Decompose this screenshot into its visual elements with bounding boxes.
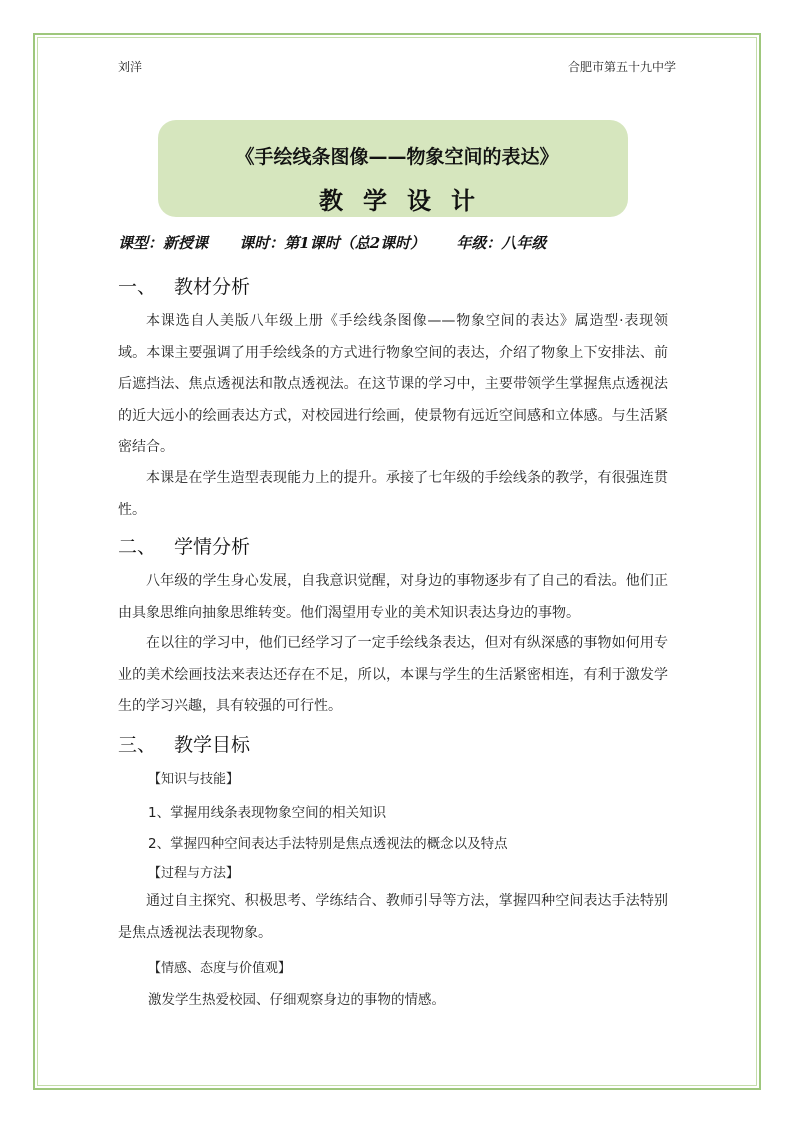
lesson-grade: 年级：八年级 [456, 234, 547, 252]
section-title: 教材分析 [174, 276, 251, 298]
list-item: 2、掌握四种空间表达手法特别是焦点透视法的概念以及特点 [148, 836, 508, 852]
section-heading-3 [118, 730, 250, 757]
section-heading-2 [118, 532, 250, 559]
lesson-type: 课型：新授课 [118, 234, 209, 252]
section-number: 一、 [118, 276, 157, 298]
process-tag: 【过程与方法】 [148, 866, 240, 881]
section-number: 二、 [118, 536, 157, 558]
document-subtitle: 教学设计 [319, 187, 495, 215]
lesson-meta [118, 232, 572, 253]
section-heading-1 [118, 272, 250, 299]
section-title: 教学目标 [174, 734, 251, 756]
header-author: 刘洋 [118, 60, 143, 74]
emotion-tag: 【情感、态度与价值观】 [148, 961, 292, 976]
paragraph: 八年级的学生身心发展，自我意识觉醒，对身边的事物逐步有了自己的看法。他们正由具象思维向抽象思维转变。他们渴望用专业的美术知识表达身边的事物。 [118, 573, 668, 621]
section-number: 三、 [118, 734, 157, 756]
document-title: 《手绘线条图像——物象空间的表达》 [235, 146, 559, 168]
paragraph: 通过自主探究、积极思考、学练结合、教师引导等方法，掌握四种空间表达手法特别是焦点透视法表现物象。 [118, 893, 668, 941]
list-item: 1、掌握用线条表现物象空间的相关知识 [148, 805, 387, 821]
paragraph: 在以往的学习中，他们已经学习了一定手绘线条表达，但对有纵深感的事物如何用专业的美术绘画技法来表达还存在不足，所以，本课与学生的生活紧密相连，有利于激发学生的学习兴趣，具有较强的可行性。 [118, 635, 668, 714]
knowledge-tag: 【知识与技能】 [148, 772, 240, 787]
paragraph: 本课是在学生造型表现能力上的提升。承接了七年级的手绘线条的教学，有很强连贯性。 [118, 470, 668, 518]
paragraph: 激发学生热爱校园、仔细观察身边的事物的情感。 [148, 992, 445, 1008]
section-title: 学情分析 [174, 536, 251, 558]
paragraph: 本课选自人美版八年级上册《手绘线条图像——物象空间的表达》属造型·表现领域。本课主要强调了用手绘线条的方式进行物象空间的表达，介绍了物象上下安排法、前后遮挡法、焦点透视法和散点透视法。在这节课的学习中，主要带领学生掌握焦点透视法的近大远小的绘画表达方式，对校园进行绘画，使景物有远近空间感和立体感。与生活紧密结合。 [118, 313, 668, 455]
header-school: 合肥市第五十九中学 [567, 60, 676, 74]
lesson-period: 课时：第1课时（总2课时） [239, 234, 426, 252]
